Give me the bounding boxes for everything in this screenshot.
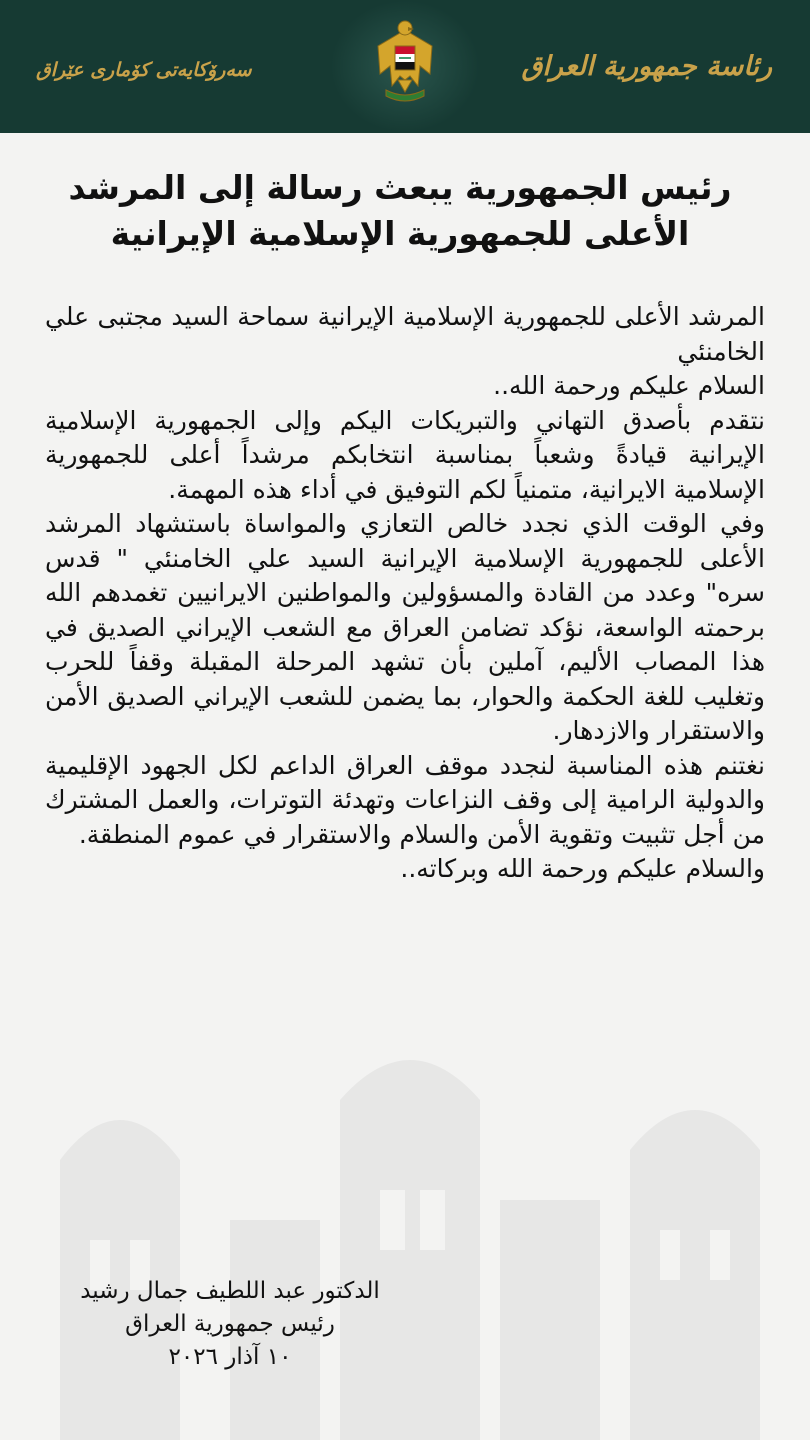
signatory-position: رئيس جمهورية العراق <box>125 1311 335 1337</box>
condolences-paragraph: وفي الوقت الذي نجدد خالص التعازي والمواساة باستشهاد المرشد الأعلى للجمهورية الإسلامية الإيرانية السيد علي الخامنئي " قدس سره" وعدد من القادة والمسؤولين والمواطنين الايرانيين تغمدهم الله برحمته الواسعة، نؤكد تضامن العراق مع الشعب الإيراني الصديق في هذا المصاب الأليم، آملين بأن تشهد المرحلة المقبلة وقفاً للحرب وتغليب للغة الحكمة والحوار، بما يضمن للشعب الإيراني الصديق الأمن والاستقرار والازدهار. <box>45 509 765 745</box>
letter-body <box>45 300 765 887</box>
greeting-paragraph: السلام عليكم ورحمة الله.. <box>493 371 765 400</box>
support-paragraph: نغتنم هذه المناسبة لنجدد موقف العراق الداعم لكل الجهود الإقليمية والدولية الرامية إلى وقف النزاعات وتهدئة التوترات، والعمل المشترك من أجل تثبيت وتقوية الأمن والسلام والاستقرار في عموم المنطقة. <box>45 750 765 849</box>
iraq-eagle-emblem-icon <box>370 16 440 106</box>
background-building-watermark <box>0 1040 810 1440</box>
header-banner <box>0 0 810 133</box>
signatory-name: الدكتور عبد اللطيف جمال رشيد <box>80 1278 380 1304</box>
title-line-2: الأعلى للجمهورية الإسلامية الإيرانية <box>110 214 690 253</box>
addressee-paragraph: المرشد الأعلى للجمهورية الإسلامية الإيرانية سماحة السيد مجتبى علي الخامنئي <box>45 302 765 366</box>
congratulations-paragraph: نتقدم بأصدق التهاني والتبريكات اليكم وإلى الجمهورية الإسلامية الإيرانية قيادةً وشعباً بمناسبة انتخابكم مرشداً أعلى للجمهورية الإسلامية الايرانية، متمنياً لكم التوفيق في أداء هذه المهمة. <box>45 405 765 504</box>
brand-arabic-text: رئاسة جمهورية العراق <box>521 51 772 82</box>
letter-date: ١٠ آذار ٢٠٢٦ <box>168 1344 292 1370</box>
title-line-1: رئيس الجمهورية يبعث رسالة إلى المرشد <box>68 168 732 207</box>
closing-paragraph: والسلام عليكم ورحمة الله وبركاته.. <box>400 854 765 883</box>
brand-kurdish-text: سەرۆکایەتی کۆماری عێراق <box>36 59 252 81</box>
signature-block <box>40 1275 420 1374</box>
page-title <box>60 165 740 257</box>
